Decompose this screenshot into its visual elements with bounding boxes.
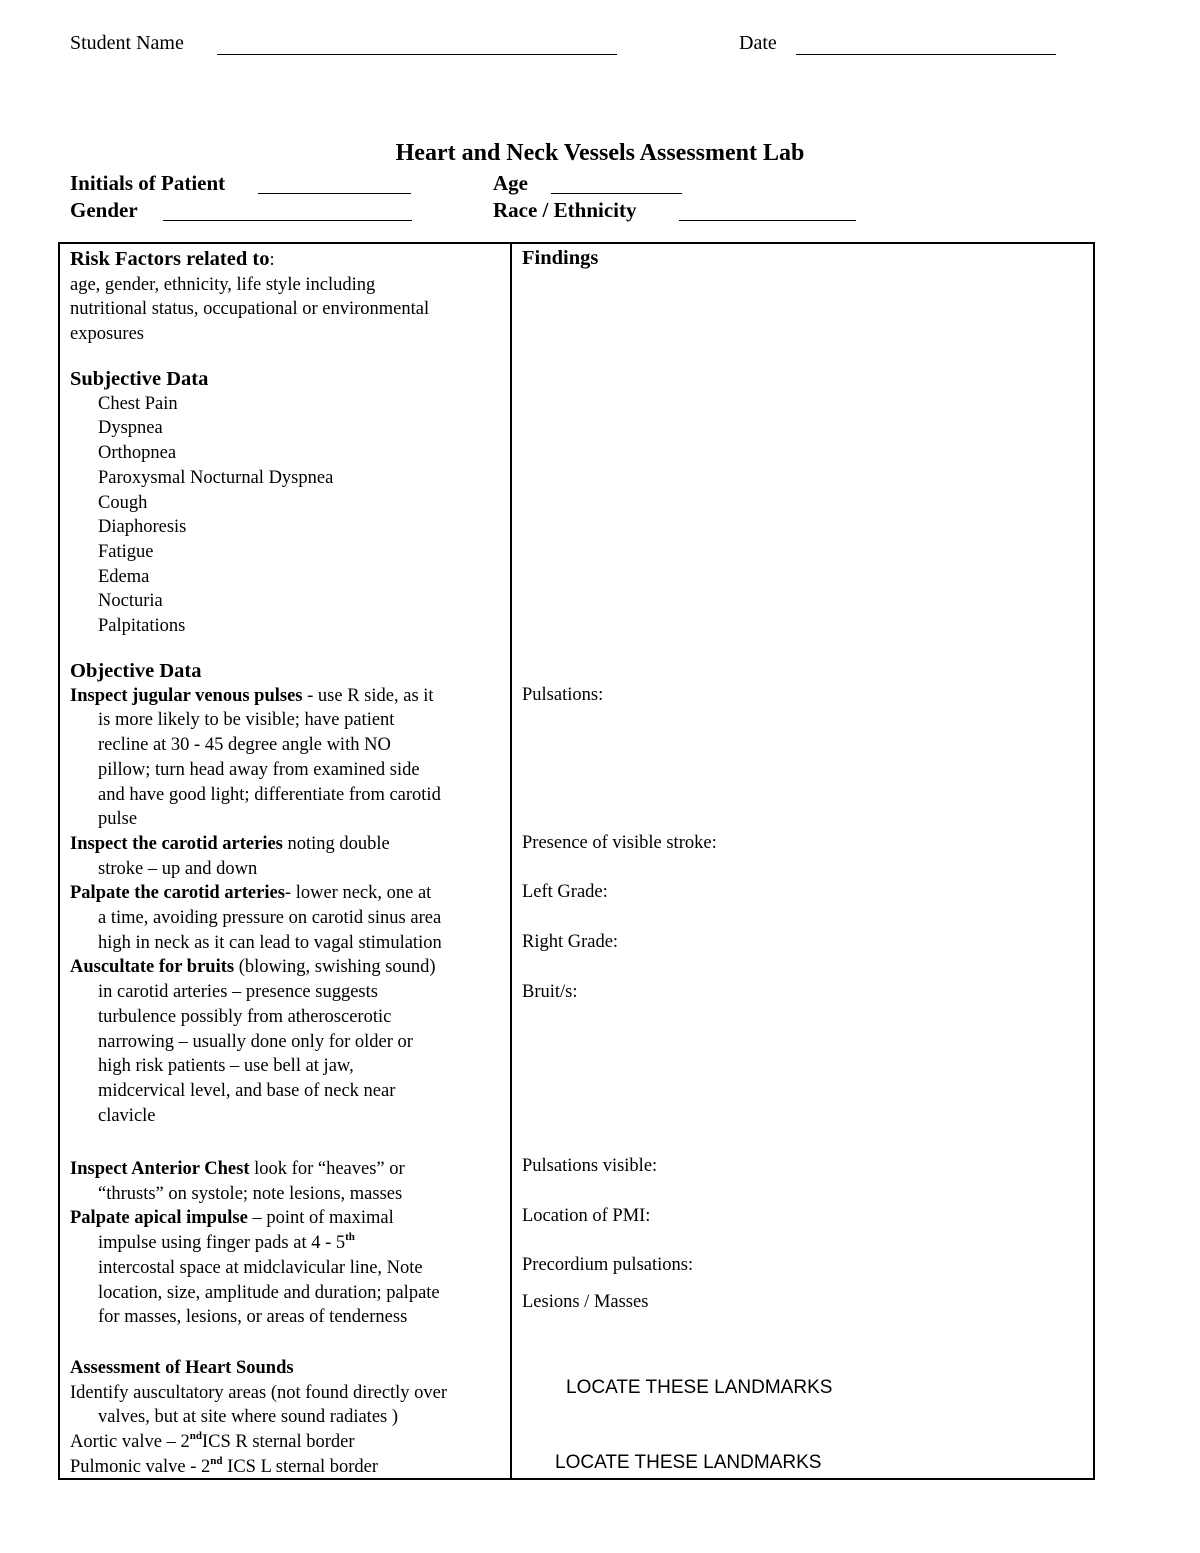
subjective-heading: Subjective Data [70, 368, 209, 390]
carotid-palpate-title: Palpate the carotid arteries [70, 883, 285, 904]
carotid-palpate-line: high in neck as it can lead to vagal stimulation [98, 932, 442, 953]
aortic-text: Aortic valve – 2 [70, 1432, 190, 1453]
bruits-text: (blowing, swishing sound) [234, 957, 436, 978]
objective-block [70, 659, 442, 1128]
list-item: Dyspnea [98, 418, 163, 439]
finding-pmi: Location of PMI: [522, 1206, 651, 1226]
apical-title: Palpate apical impulse [70, 1208, 248, 1229]
page-title: Heart and Neck Vessels Assessment Lab [395, 140, 805, 166]
finding-lesions: Lesions / Masses [522, 1292, 649, 1312]
aortic-border: ICS R sternal border [201, 1432, 355, 1453]
bruits-line: turbulence possibly from atheroscerotic [98, 1006, 392, 1027]
race-label: Race / Ethnicity [493, 198, 637, 222]
chest-line: “thrusts” on systole; note lesions, masses [98, 1183, 403, 1204]
apical-text: – point of maximal [247, 1208, 394, 1229]
initials-field[interactable] [258, 193, 411, 194]
apical-line: impulse using finger pads at 4 - 5 [98, 1233, 346, 1254]
pulmonic-text: Pulmonic valve - 2 [70, 1456, 211, 1477]
carotid-inspect-title: Inspect the carotid arteries [70, 833, 283, 854]
risk-line: nutritional status, occupational or environmental [70, 299, 430, 320]
list-item: Nocturia [98, 591, 163, 612]
landmarks-note: LOCATE THESE LANDMARKS [566, 1377, 833, 1398]
student-name-field[interactable] [217, 54, 617, 55]
risk-factors-block [70, 247, 429, 347]
identify-line: valves, but at site where sound radiates ) [98, 1407, 399, 1428]
jugular-line: recline at 30 - 45 degree angle with NO [98, 735, 391, 756]
list-item: Orthopnea [98, 443, 177, 464]
risk-heading: Risk Factors related to [70, 248, 270, 270]
list-item: Diaphoresis [98, 517, 187, 538]
jugular-title: Inspect jugular venous pulses [70, 685, 303, 706]
chest-text: look for “heaves” or [249, 1159, 405, 1179]
carotid-palpate-text: - lower neck, one at [284, 883, 432, 904]
list-item: Chest Pain [98, 393, 178, 414]
student-name-label: Student Name [70, 32, 184, 54]
identify-line: Identify auscultatory areas (not found directly over [70, 1382, 448, 1403]
heart-sounds-block [70, 1356, 447, 1480]
date-label: Date [739, 32, 777, 54]
heart-heading: Assessment of Heart Sounds [70, 1358, 294, 1378]
list-item: Palpitations [98, 616, 186, 637]
jugular-line: pillow; turn head away from examined side [98, 759, 420, 780]
list-item: Paroxysmal Nocturnal Dyspnea [98, 467, 334, 488]
initials-label: Initials of Patient [70, 171, 226, 195]
carotid-inspect-text: noting double [282, 833, 390, 854]
subjective-block [70, 367, 333, 639]
date-field[interactable] [796, 54, 1056, 55]
jugular-line: is more likely to be visible; have patient [98, 710, 395, 731]
finding-pulsations-visible: Pulsations visible: [522, 1156, 658, 1176]
objective-heading: Objective Data [70, 660, 202, 682]
finding-bruits: Bruit/s: [522, 982, 578, 1002]
risk-colon: : [269, 250, 275, 270]
aortic-sup: nd [189, 1430, 202, 1443]
risk-line: exposures [70, 324, 144, 345]
list-item: Fatigue [98, 541, 154, 562]
finding-right-grade: Right Grade: [522, 932, 619, 952]
finding-visible-stroke: Presence of visible stroke: [522, 833, 717, 853]
apical-line: intercostal space at midclavicular line, Note [98, 1257, 423, 1278]
bruits-line: high risk patients – use bell at jaw, [98, 1056, 354, 1077]
jugular-line: pulse [98, 809, 138, 830]
age-label: Age [493, 171, 528, 195]
pulmonic-sup: nd [210, 1454, 223, 1467]
finding-precordium: Precordium pulsations: [522, 1255, 694, 1275]
risk-line: age, gender, ethnicity, life style including [70, 274, 376, 295]
carotid-palpate-line: a time, avoiding pressure on carotid sinus area [98, 908, 442, 929]
list-item: Edema [98, 566, 150, 587]
jugular-line: and have good light; differentiate from carotid [98, 784, 441, 805]
list-item: Cough [98, 492, 148, 513]
chest-title: Inspect Anterior Chest [70, 1159, 250, 1179]
gender-label: Gender [70, 198, 138, 222]
column-divider [510, 242, 512, 1480]
bruits-line: narrowing – usually done only for older or [98, 1031, 413, 1052]
chest-block [70, 1157, 440, 1330]
gender-field[interactable] [163, 220, 412, 221]
finding-pulsations: Pulsations: [522, 685, 604, 705]
race-field[interactable] [679, 220, 856, 221]
landmarks-note: LOCATE THESE LANDMARKS [555, 1452, 822, 1473]
pulmonic-border: ICS L sternal border [222, 1456, 379, 1477]
finding-left-grade: Left Grade: [522, 882, 608, 902]
bruits-title: Auscultate for bruits [70, 957, 235, 978]
findings-heading: Findings [522, 247, 599, 269]
apical-sup: th [345, 1231, 355, 1244]
carotid-inspect-line: stroke – up and down [98, 858, 258, 879]
bruits-line: midcervical level, and base of neck near [98, 1080, 396, 1101]
apical-line: for masses, lesions, or areas of tenderness [98, 1307, 408, 1328]
bruits-line: clavicle [98, 1105, 156, 1126]
apical-line: location, size, amplitude and duration; palpate [98, 1282, 440, 1303]
bruits-line: in carotid arteries – presence suggests [98, 982, 378, 1003]
jugular-text: - use R side, as it [302, 685, 434, 706]
age-field[interactable] [551, 193, 682, 194]
